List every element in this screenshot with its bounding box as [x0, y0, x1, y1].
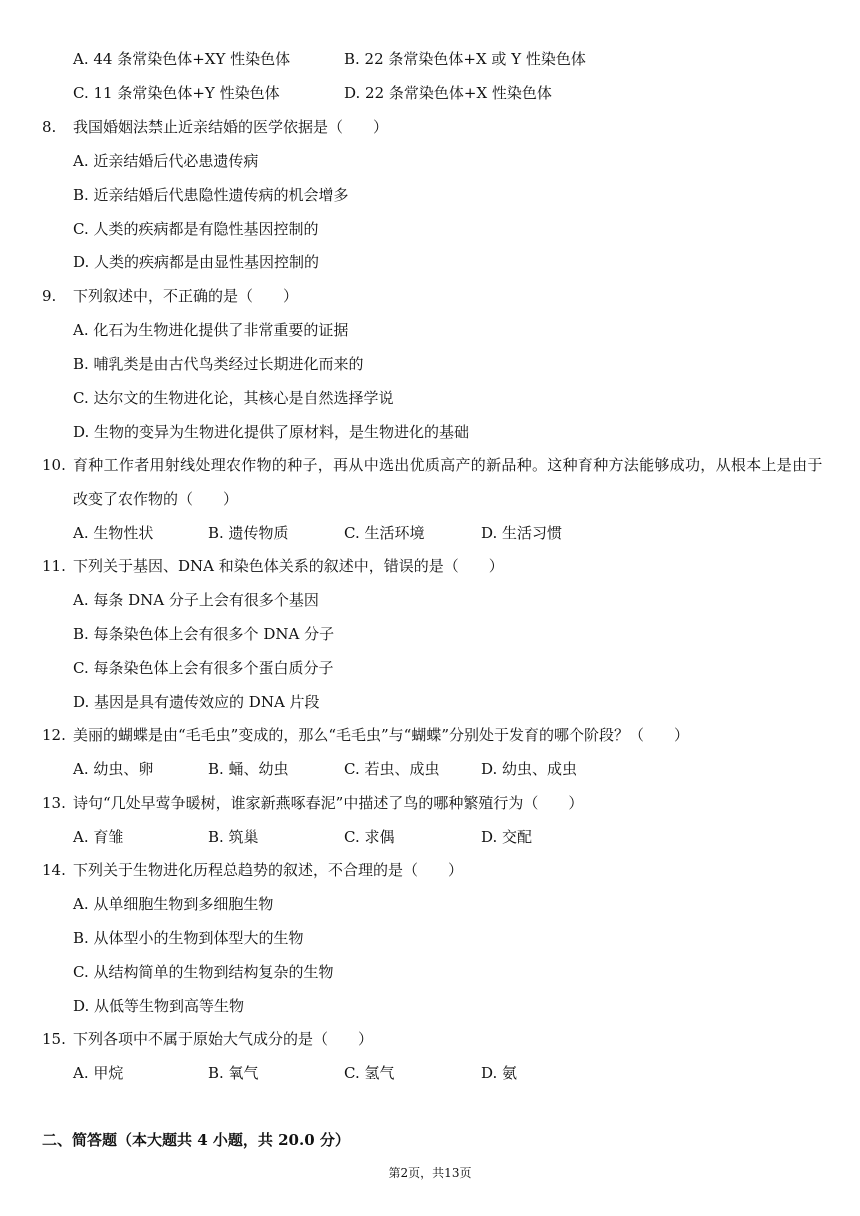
q7-option-c: C. 11 条常染色体+Y 性染色体	[73, 84, 280, 102]
q13-option-b: B. 筑巢	[208, 828, 259, 846]
q15-number: 15.	[42, 1030, 66, 1048]
q10-number: 10.	[42, 456, 66, 474]
q14-option-d: D. 从低等生物到高等生物	[73, 997, 245, 1015]
q7-option-d: D. 22 条常染色体+X 性染色体	[344, 84, 552, 102]
q10-option-c: C. 生活环境	[344, 524, 425, 542]
q14-number: 14.	[42, 861, 66, 879]
q15-option-a: A. 甲烷	[73, 1064, 124, 1082]
q9-stem: 下列叙述中，不正确的是（ ）	[73, 287, 299, 305]
q8-option-a: A. 近亲结婚后代必患遗传病	[73, 152, 259, 170]
q15-stem: 下列各项中不属于原始大气成分的是（ ）	[73, 1030, 374, 1048]
q9-number: 9.	[42, 287, 57, 305]
page-number-footer: 第2页，共13页	[388, 1166, 472, 1180]
q14-option-a: A. 从单细胞生物到多细胞生物	[73, 895, 274, 913]
q12-option-a: A. 幼虫、卵	[73, 760, 154, 778]
q10-stem-line2: 改变了农作物的（ ）	[73, 490, 239, 508]
q13-stem: 诗句“几处早莺争暖树，谁家新燕啄春泥”中描述了鸟的哪种繁殖行为（ ）	[73, 794, 584, 812]
q11-option-d: D. 基因是具有遗传效应的 DNA 片段	[73, 693, 320, 711]
q15-option-d: D. 氨	[481, 1064, 518, 1082]
q12-option-b: B. 蛹、幼虫	[208, 760, 289, 778]
q10-option-d: D. 生活习惯	[481, 524, 563, 542]
q15-option-c: C. 氢气	[344, 1064, 395, 1082]
q9-option-d: D. 生物的变异为生物进化提供了原材料，是生物进化的基础	[73, 423, 470, 441]
q13-option-c: C. 求偶	[344, 828, 395, 846]
q12-stem: 美丽的蝴蝶是由“毛毛虫”变成的，那么“毛毛虫”与“蝴蝶”分别处于发育的哪个阶段？（ ）	[73, 726, 690, 744]
q11-option-a: A. 每条 DNA 分子上会有很多个基因	[73, 591, 319, 609]
section-2-heading: 二、简答题（本大题共 4 小题，共 20.0 分）	[42, 1131, 350, 1149]
q9-option-c: C. 达尔文的生物进化论，其核心是自然选择学说	[73, 389, 394, 407]
q7-option-a: A. 44 条常染色体+XY 性染色体	[73, 50, 291, 68]
q12-option-c: C. 若虫、成虫	[344, 760, 440, 778]
q14-option-b: B. 从体型小的生物到体型大的生物	[73, 929, 304, 947]
q7-option-b: B. 22 条常染色体+X 或 Y 性染色体	[344, 50, 586, 68]
q8-number: 8.	[42, 118, 57, 136]
q10-option-b: B. 遗传物质	[208, 524, 289, 542]
q14-stem: 下列关于生物进化历程总趋势的叙述，不合理的是（ ）	[73, 861, 464, 879]
q13-option-a: A. 育雏	[73, 828, 124, 846]
q8-stem: 我国婚姻法禁止近亲结婚的医学依据是（ ）	[73, 118, 389, 136]
q12-option-d: D. 幼虫、成虫	[481, 760, 578, 778]
q11-option-b: B. 每条染色体上会有很多个 DNA 分子	[73, 625, 335, 643]
q9-option-a: A. 化石为生物进化提供了非常重要的证据	[73, 321, 349, 339]
q8-option-d: D. 人类的疾病都是由显性基因控制的	[73, 253, 320, 271]
q10-stem-line1: 育种工作者用射线处理农作物的种子，再从中选出优质高产的新品种。这种育种方法能够成功，从根本上是由于	[73, 456, 823, 474]
q8-option-b: B. 近亲结婚后代患隐性遗传病的机会增多	[73, 186, 349, 204]
q11-option-c: C. 每条染色体上会有很多个蛋白质分子	[73, 659, 334, 677]
q9-option-b: B. 哺乳类是由古代鸟类经过长期进化而来的	[73, 355, 364, 373]
q13-number: 13.	[42, 794, 66, 812]
q11-number: 11.	[42, 557, 66, 575]
q11-stem: 下列关于基因、DNA 和染色体关系的叙述中，错误的是（ ）	[73, 557, 504, 575]
q14-option-c: C. 从结构简单的生物到结构复杂的生物	[73, 963, 334, 981]
q12-number: 12.	[42, 726, 66, 744]
q15-option-b: B. 氧气	[208, 1064, 259, 1082]
q10-option-a: A. 生物性状	[73, 524, 154, 542]
q8-option-c: C. 人类的疾病都是有隐性基因控制的	[73, 220, 319, 238]
q13-option-d: D. 交配	[481, 828, 533, 846]
